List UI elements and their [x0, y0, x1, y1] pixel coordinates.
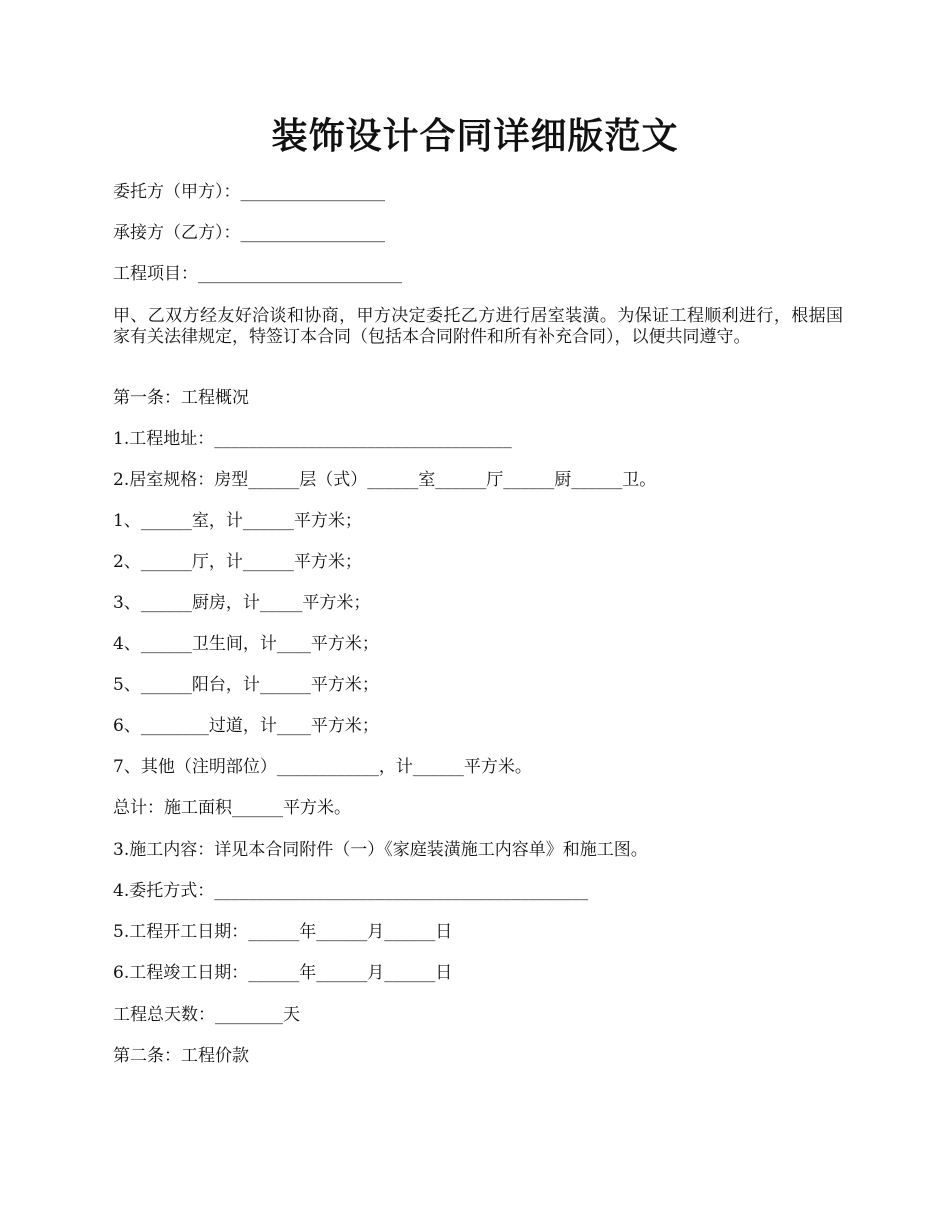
total-area-line: 总计：施工面积______平方米。 [113, 798, 351, 818]
start-date-line: 5.工程开工日期：______年______月______日 [113, 922, 453, 942]
document-title: 装饰设计合同详细版范文 [271, 115, 679, 157]
project-address-line: 1.工程地址：___________________________________ [113, 429, 512, 449]
room-area-line-1: 1、______室，计______平方米； [113, 511, 362, 531]
room-area-line-7: 7、其他（注明部位）____________，计______平方米。 [113, 757, 532, 777]
completion-date-line: 6.工程竣工日期：______年______月______日 [113, 963, 453, 983]
contractor-party-line: 承接方（乙方）：_________________ [113, 223, 385, 243]
room-area-line-2: 2、______厅，计______平方米； [113, 552, 362, 572]
room-area-line-5: 5、______阳台，计______平方米； [113, 675, 379, 695]
room-area-line-6: 6、________过道，计____平方米； [113, 716, 379, 736]
preamble-paragraph: 甲、乙双方经友好洽谈和协商，甲方决定委托乙方进行居室装潢。为保证工程顺利进行，根据国家有关法律规定，特签订本合同（包括本合同附件和所有补充合同），以便共同遵守。 [113, 306, 843, 347]
room-area-line-3: 3、______厨房，计_____平方米； [113, 593, 371, 613]
room-area-line-4: 4、______卫生间，计____平方米； [113, 634, 379, 654]
project-line: 工程项目：________________________ [113, 264, 402, 284]
room-spec-line: 2.居室规格：房型______层（式）______室______厅______厨______卫。 [113, 470, 657, 490]
work-content-line: 3.施工内容：详见本合同附件（一）《家庭装潢施工内容单》和施工图。 [113, 840, 648, 860]
article-2-heading: 第二条：工程价款 [113, 1046, 249, 1066]
article-1-heading: 第一条：工程概况 [113, 388, 249, 408]
total-days-line: 工程总天数：________天 [113, 1005, 300, 1025]
commission-method-line: 4.委托方式：____________________________________________ [113, 881, 589, 901]
client-party-line: 委托方（甲方）：_________________ [113, 182, 385, 202]
